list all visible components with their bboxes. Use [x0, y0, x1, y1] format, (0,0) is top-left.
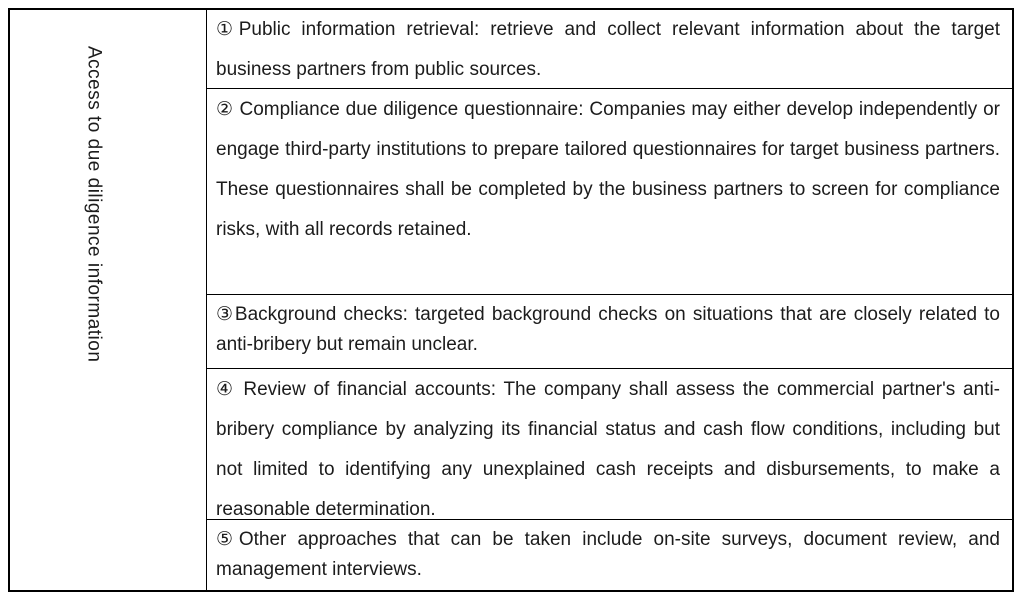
- table-row: ①Public information retrieval: retrieve and collect relevant information about the target business partners from public sources.: [207, 10, 1012, 89]
- table-row: ④ Review of financial accounts: The company shall assess the commercial partner's anti-bribery compliance by analyzing its financial status and cash flow conditions, including but not limited to identifying any unexplained cash receipts and disbursements, to make a reasonable determination.: [207, 369, 1012, 520]
- row-header-cell: [10, 10, 207, 590]
- table-row: ② Compliance due diligence questionnaire: Companies may either develop independently or engage third-party institutions to prepare tailored questionnaires for target business partners. These questionnaires shall be completed by the business partners to screen for compliance risks, with all records retained.: [207, 89, 1012, 295]
- due-diligence-table: [8, 8, 1014, 592]
- table-row: ⑤Other approaches that can be taken include on-site surveys, document review, and management interviews.: [216, 529, 1000, 580]
- table-rows-column: [207, 10, 1012, 590]
- table-row: ③Background checks: targeted background checks on situations that are closely related to anti-bribery but remain unclear.: [207, 295, 1012, 369]
- vertical-row-label: Access to due diligence information: [83, 46, 105, 363]
